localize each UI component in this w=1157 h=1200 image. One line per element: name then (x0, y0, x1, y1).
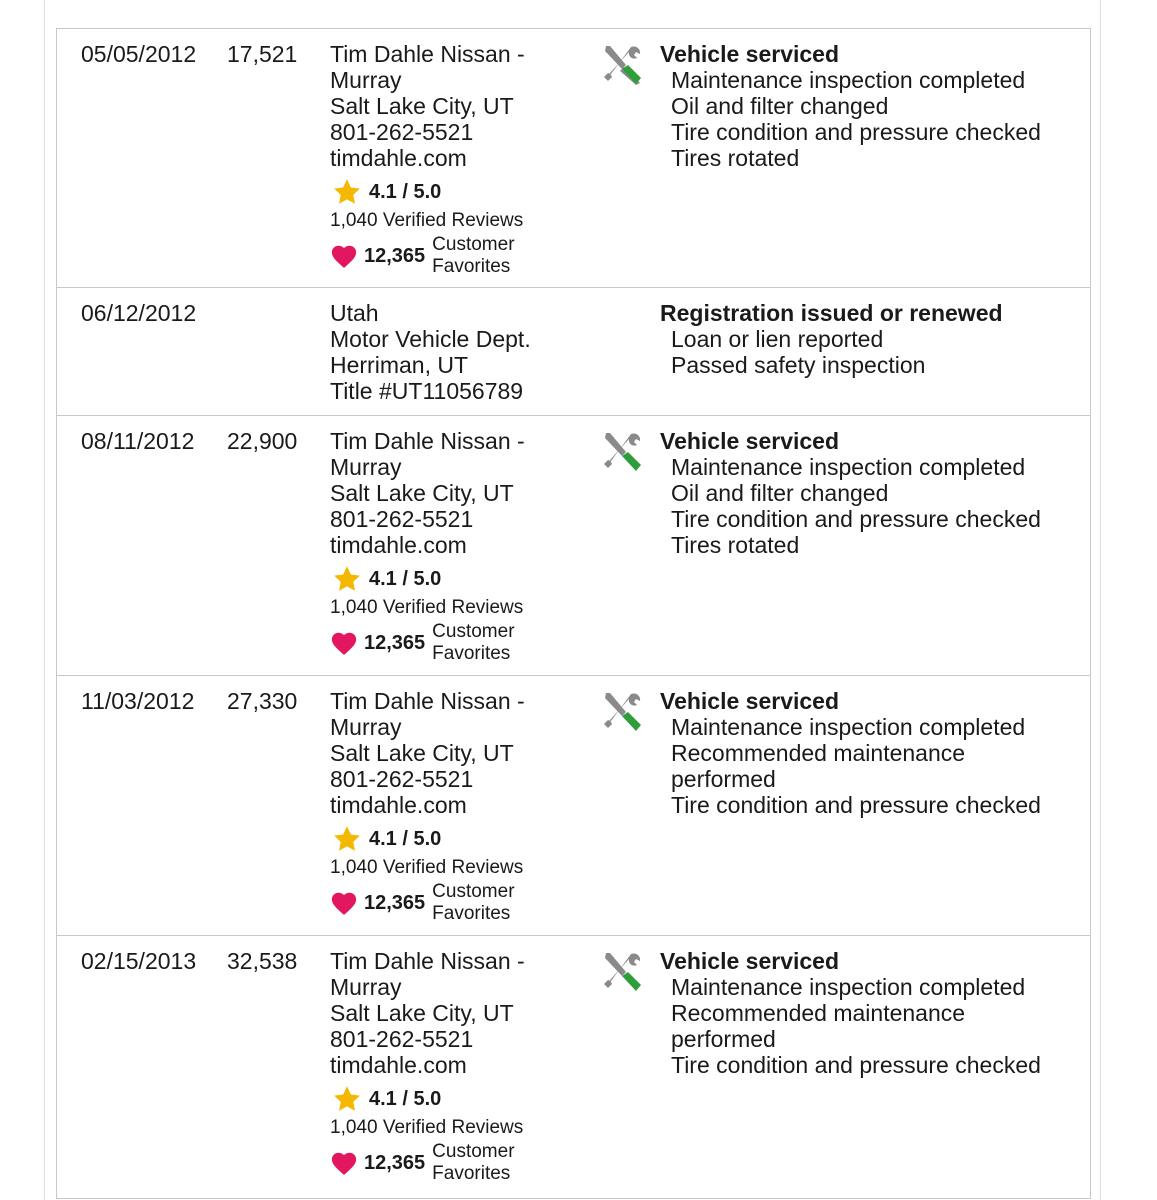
rating-value: 4.1 / 5.0 (369, 181, 442, 203)
event-title: Vehicle serviced (660, 428, 840, 454)
star-icon (330, 1084, 362, 1114)
wrench-screwdriver-icon (600, 690, 644, 734)
dealer-name[interactable]: Tim Dahle Nissan - (330, 688, 525, 714)
event-detail: Maintenance inspection completed (671, 974, 1026, 1000)
event-detail: performed (671, 1026, 776, 1052)
dealer-phone[interactable]: 801-262-5521 (330, 1026, 474, 1052)
heart-icon (330, 890, 358, 916)
favorites-label: Customer Favorites (432, 621, 515, 664)
record-source (330, 300, 580, 404)
favorites-count: 12,365 (364, 632, 426, 654)
title-number: Title #UT11056789 (330, 378, 524, 404)
record-mileage: 32,538 (227, 948, 298, 974)
dealer-website[interactable]: timdahle.com (330, 145, 467, 171)
dealer-name-cont[interactable]: Murray (330, 974, 402, 1000)
event-detail: Loan or lien reported (671, 326, 884, 352)
dealer-name-cont[interactable]: Murray (330, 67, 402, 93)
dealer-name[interactable]: Tim Dahle Nissan - (330, 948, 525, 974)
dealer-website[interactable]: timdahle.com (330, 1052, 467, 1078)
dealer-name[interactable]: Tim Dahle Nissan - (330, 41, 525, 67)
verified-reviews-link[interactable]: 1,040 Verified Reviews (330, 597, 524, 618)
favorites-count: 12,365 (364, 892, 426, 914)
source-agency: Motor Vehicle Dept. (330, 326, 531, 352)
star-icon (330, 177, 362, 207)
history-row (57, 29, 1090, 288)
verified-reviews-link[interactable]: 1,040 Verified Reviews (330, 210, 524, 231)
event-detail: Tire condition and pressure checked (671, 119, 1041, 145)
record-details (660, 300, 1090, 378)
source-name: Utah (330, 300, 379, 326)
dealer-name[interactable]: Tim Dahle Nissan - (330, 428, 525, 454)
heart-icon (330, 630, 358, 656)
verified-reviews-link[interactable]: 1,040 Verified Reviews (330, 1117, 524, 1138)
dealer-location: Salt Lake City, UT (330, 480, 514, 506)
event-detail: Passed safety inspection (671, 352, 926, 378)
dealer-location: Salt Lake City, UT (330, 1000, 514, 1026)
record-date: 02/15/2013 (81, 948, 197, 974)
event-detail: Oil and filter changed (671, 93, 889, 119)
record-source (330, 41, 580, 278)
history-row (57, 288, 1090, 416)
record-details (660, 948, 1090, 1078)
record-mileage: 27,330 (227, 688, 298, 714)
record-details (660, 428, 1090, 558)
customer-favorites (330, 881, 580, 925)
favorites-label: Customer Favorites (432, 1141, 515, 1184)
record-date: 08/11/2012 (81, 428, 195, 454)
event-detail: performed (671, 766, 776, 792)
event-title: Vehicle serviced (660, 41, 840, 67)
customer-favorites (330, 621, 580, 665)
customer-favorites (330, 1141, 580, 1185)
event-detail: Tires rotated (671, 145, 800, 171)
dealer-location: Salt Lake City, UT (330, 740, 514, 766)
dealer-rating (330, 824, 580, 854)
verified-reviews-link[interactable]: 1,040 Verified Reviews (330, 857, 524, 878)
page-edge-right (1100, 0, 1101, 1200)
event-detail: Maintenance inspection completed (671, 454, 1026, 480)
record-source (330, 948, 580, 1185)
event-title: Vehicle serviced (660, 948, 840, 974)
dealer-website[interactable]: timdahle.com (330, 792, 467, 818)
dealer-phone[interactable]: 801-262-5521 (330, 119, 474, 145)
event-detail: Maintenance inspection completed (671, 714, 1026, 740)
event-detail: Tires rotated (671, 532, 800, 558)
rating-value: 4.1 / 5.0 (369, 1088, 442, 1110)
favorites-count: 12,365 (364, 245, 426, 267)
rating-value: 4.1 / 5.0 (369, 828, 442, 850)
record-date: 05/05/2012 (81, 41, 197, 67)
record-details (660, 688, 1090, 818)
history-row (57, 416, 1090, 676)
event-detail: Tire condition and pressure checked (671, 506, 1041, 532)
dealer-website[interactable]: timdahle.com (330, 532, 467, 558)
dealer-rating (330, 177, 580, 207)
favorites-count: 12,365 (364, 1152, 426, 1174)
dealer-phone[interactable]: 801-262-5521 (330, 766, 474, 792)
star-icon (330, 824, 362, 854)
favorites-label: Customer Favorites (432, 234, 515, 277)
history-row (57, 676, 1090, 936)
event-detail: Tire condition and pressure checked (671, 1052, 1041, 1078)
heart-icon (330, 243, 358, 269)
dealer-rating (330, 1084, 580, 1114)
heart-icon (330, 1150, 358, 1176)
wrench-screwdriver-icon (600, 430, 644, 474)
event-title: Registration issued or renewed (660, 300, 1003, 326)
dealer-name-cont[interactable]: Murray (330, 714, 402, 740)
record-source (330, 428, 580, 665)
source-location: Herriman, UT (330, 352, 469, 378)
star-icon (330, 564, 362, 594)
dealer-phone[interactable]: 801-262-5521 (330, 506, 474, 532)
favorites-label: Customer Favorites (432, 881, 515, 924)
wrench-screwdriver-icon (600, 43, 644, 87)
dealer-location: Salt Lake City, UT (330, 93, 514, 119)
history-row (57, 936, 1090, 1199)
record-mileage: 22,900 (227, 428, 298, 454)
event-title: Vehicle serviced (660, 688, 840, 714)
event-detail: Recommended maintenance (671, 1000, 966, 1026)
record-date: 11/03/2012 (81, 688, 195, 714)
customer-favorites (330, 234, 580, 278)
event-detail: Recommended maintenance (671, 740, 966, 766)
event-detail: Tire condition and pressure checked (671, 792, 1041, 818)
event-detail: Maintenance inspection completed (671, 67, 1026, 93)
event-detail: Oil and filter changed (671, 480, 889, 506)
record-date: 06/12/2012 (81, 300, 197, 326)
vehicle-history-table (56, 28, 1091, 1199)
dealer-name-cont[interactable]: Murray (330, 454, 402, 480)
page-edge-left (44, 0, 45, 1200)
record-details (660, 41, 1090, 171)
dealer-rating (330, 564, 580, 594)
record-source (330, 688, 580, 925)
wrench-screwdriver-icon (600, 950, 644, 994)
record-mileage: 17,521 (227, 41, 298, 67)
rating-value: 4.1 / 5.0 (369, 568, 442, 590)
